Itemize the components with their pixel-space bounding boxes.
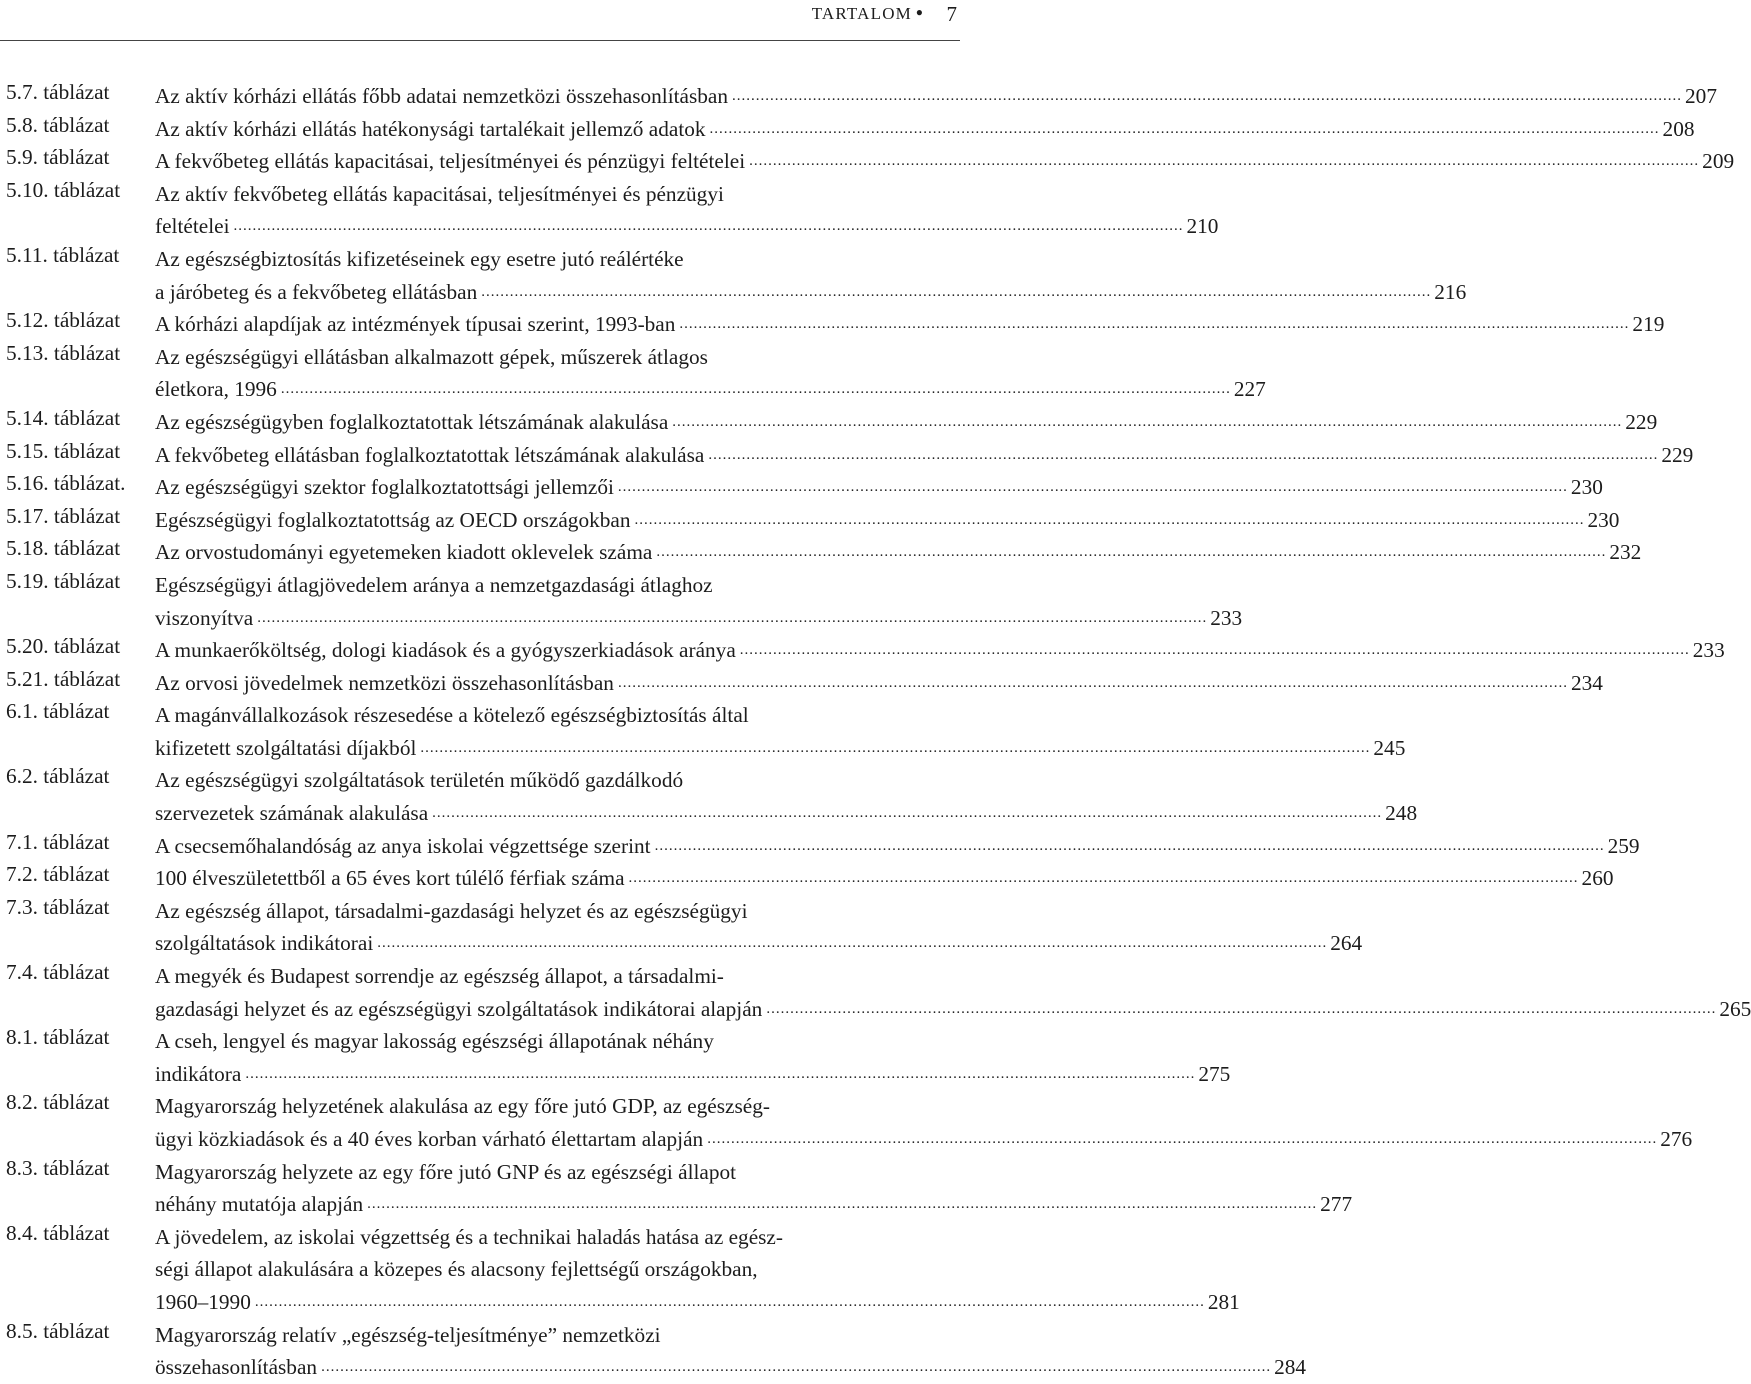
toc-entry-page: 229 (1661, 442, 1694, 467)
toc-entry-title: életkora, 1996 (155, 377, 277, 402)
toc-entry-page: 248 (1385, 801, 1418, 826)
toc-entry-title: A magánvállalkozások részesedése a kötelező egészségbiztosítás által (155, 703, 749, 728)
dot-leader: ........................................................................................................................................................................................................ (709, 120, 1660, 137)
toc-entry[interactable] (6, 340, 1266, 406)
toc-entry-title: indikátora (155, 1061, 242, 1086)
dot-leader: ........................................................................................................................................................................................................ (749, 153, 1700, 170)
toc-entry-title: A kórházi alapdíjak az intézmények típusai szerint, 1993-ban (155, 312, 676, 337)
toc-entry-line (6, 1286, 1240, 1319)
toc-entry-label: 5.19. táblázat (6, 568, 121, 593)
toc-entry[interactable] (6, 1025, 1231, 1090)
dot-leader: ........................................................................................................................................................................................................ (679, 316, 1630, 333)
toc-entry-line (6, 602, 1243, 635)
toc-entry-title: viszonyítva (155, 605, 254, 630)
toc-entry-label: 6.1. táblázat (6, 699, 110, 724)
dot-leader: ........................................................................................................................................................................................................ (481, 283, 1432, 300)
toc-entry-page: 230 (1587, 507, 1620, 532)
toc-entry-label: 5.17. táblázat (6, 503, 121, 528)
toc-entry[interactable] (6, 634, 1725, 667)
dot-leader: ........................................................................................................................................................................................................ (617, 479, 1568, 496)
dot-leader: ........................................................................................................................................................................................................ (420, 739, 1371, 756)
toc-entry-label: 7.2. táblázat (6, 862, 110, 887)
toc-entry-label: 7.1. táblázat (6, 829, 110, 854)
dot-leader: ........................................................................................................................................................................................................ (672, 413, 1623, 430)
toc-entry-page: 265 (1719, 996, 1751, 1021)
dot-leader: ........................................................................................................................................................................................................ (280, 381, 1231, 398)
toc-entry[interactable] (6, 503, 1620, 537)
header-page-number: 7 (946, 2, 957, 26)
toc-entry[interactable] (6, 112, 1695, 146)
toc-entry-page: 207 (1685, 84, 1717, 108)
toc-entry-title: Magyarország relatív „egészség-teljesítménye” nemzetközi (155, 1322, 661, 1347)
dot-leader: ........................................................................................................................................................................................................ (707, 1131, 1658, 1147)
dot-leader: ........................................................................................................................................................................................................ (377, 935, 1328, 952)
toc-entry-page: 260 (1581, 866, 1614, 891)
toc-entry[interactable] (6, 177, 1219, 243)
toc-entry-label: 8.5. táblázat (6, 1318, 110, 1343)
toc-entry-page: 245 (1373, 735, 1406, 760)
toc-entry-label: 5.18. táblázat (6, 536, 121, 561)
toc-entry-title: Egészségügyi átlagjövedelem aránya a nemzetgazdasági átlaghoz (155, 572, 713, 597)
toc-entry-line (6, 210, 1219, 243)
table-of-contents (6, 80, 1751, 1384)
dot-leader: ........................................................................................................................................................................................................ (233, 218, 1184, 235)
dot-leader: ........................................................................................................................................................................................................ (656, 544, 1607, 561)
toc-entry-title: Az aktív kórházi ellátás főbb adatai nemzetközi összehasonlításban (155, 84, 729, 108)
toc-entry-label: 7.3. táblázat (6, 894, 110, 919)
toc-entry[interactable] (6, 666, 1603, 700)
toc-entry[interactable] (6, 1318, 1307, 1384)
toc-entry-page: 216 (1434, 279, 1467, 304)
toc-entry-label: 8.1. táblázat (6, 1025, 110, 1050)
toc-entry[interactable] (6, 471, 1603, 504)
toc-entry-page: 284 (1274, 1355, 1307, 1380)
toc-entry-page: 208 (1662, 116, 1695, 141)
toc-entry-label: 5.13. táblázat (6, 340, 121, 365)
toc-entry-page: 209 (1702, 149, 1735, 174)
dot-leader: ........................................................................................................................................................................................................ (634, 511, 1585, 528)
toc-entry-label: 5.8. táblázat (6, 112, 110, 137)
toc-entry-title: Az egészségügyi szolgáltatások területén működő gazdálkodó (155, 768, 684, 793)
toc-entry-title: A jövedelem, az iskolai végzettség és a technikai haladás hatása az egész- (155, 1224, 783, 1249)
dot-leader: ........................................................................................................................................................................................................ (321, 1359, 1272, 1376)
toc-entry-label: 6.2. táblázat (6, 764, 110, 789)
toc-entry-title: szervezetek számának alakulása (155, 801, 429, 826)
toc-entry-label: 5.12. táblázat (6, 308, 121, 333)
header-bullet-icon: ● (915, 5, 923, 19)
toc-entry[interactable] (6, 145, 1735, 178)
toc-entry[interactable] (6, 1090, 1693, 1155)
toc-entry-title: A cseh, lengyel és magyar lakosság egészségi állapotának néhány (155, 1029, 714, 1054)
toc-entry-title: Az egészség állapot, társadalmi-gazdasági helyzet és az egészségügyi (155, 898, 748, 923)
toc-entry-title: ügyi közkiadások és a 40 éves korban várható élettartam alapján (155, 1127, 704, 1151)
toc-entry-title: A fekvőbeteg ellátás kapacitásai, teljesítményei és pénzügyi feltételei (155, 149, 746, 174)
header-title: TARTALOM (811, 4, 912, 23)
toc-entry-title: A munkaerőköltség, dologi kiadások és a gyógyszerkiadások aránya (155, 638, 736, 663)
toc-entry-line (6, 1123, 1693, 1156)
toc-entry-label: 8.2. táblázat (6, 1090, 110, 1115)
dot-leader: ........................................................................................................................................................................................................ (245, 1065, 1196, 1082)
toc-entry-label: 5.9. táblázat (6, 145, 110, 170)
toc-entry-title: Az orvosi jövedelmek nemzetközi összehasonlításban (155, 670, 614, 695)
toc-entry-page: 219 (1632, 312, 1665, 337)
dot-leader: ........................................................................................................................................................................................................ (367, 1196, 1318, 1213)
toc-entry-title: Egészségügyi foglalkoztatottság az OECD országokban (155, 507, 631, 532)
dot-leader: ........................................................................................................................................................................................................ (432, 805, 1383, 822)
toc-entry-title: 1960–1990 (155, 1289, 251, 1314)
toc-entry-title: összehasonlításban (155, 1355, 318, 1380)
dot-leader: ........................................................................................................................................................................................................ (654, 837, 1605, 854)
toc-entry-page: 259 (1607, 833, 1640, 858)
toc-entry-line (6, 927, 1363, 960)
toc-entry-title: ségi állapot alakulására a közepes és alacsony fejlettségű országokban, (155, 1257, 758, 1282)
toc-entry-page: 229 (1625, 409, 1658, 434)
toc-entry-page: 234 (1570, 670, 1603, 695)
dot-leader: ........................................................................................................................................................................................................ (617, 674, 1568, 691)
toc-entry-page: 210 (1186, 214, 1219, 239)
toc-entry-title: Az orvostudományi egyetemeken kiadott oklevelek száma (155, 540, 653, 565)
toc-entry-line (6, 373, 1266, 406)
toc-entry-title: Magyarország helyzete az egy főre jutó GNP és az egészségi állapot (155, 1159, 737, 1184)
toc-entry-page: 275 (1198, 1061, 1231, 1086)
toc-entry-title: szolgáltatások indikátorai (155, 931, 374, 956)
toc-entry-title: 100 élveszületettből a 65 éves kort túlélő férfiak száma (155, 866, 625, 891)
toc-entry[interactable] (6, 829, 1640, 863)
toc-entry-line (6, 797, 1418, 830)
toc-entry-line (6, 732, 1406, 765)
running-header (0, 0, 960, 41)
toc-entry-label: 5.7. táblázat (6, 80, 110, 104)
dot-leader: ........................................................................................................................................................................................................ (766, 1000, 1717, 1017)
toc-entry-title: gazdasági helyzet és az egészségügyi szolgáltatások indikátorai alapján (155, 996, 763, 1021)
toc-entry-page: 281 (1207, 1289, 1240, 1314)
toc-entry[interactable] (6, 699, 1406, 764)
toc-entry-title: Az egészségügyben foglalkoztatottak létszámának alakulása (155, 409, 669, 434)
toc-entry-title: A fekvőbeteg ellátásban foglalkoztatottak létszámának alakulása (155, 442, 705, 467)
toc-entry[interactable] (6, 1155, 1353, 1221)
dot-leader: ........................................................................................................................................................................................................ (254, 1293, 1205, 1310)
toc-entry-title: A csecsemőhalandóság az anya iskolai végzettsége szerint (155, 833, 651, 858)
toc-entry-label: 5.20. táblázat (6, 634, 121, 659)
toc-entry[interactable] (6, 568, 1243, 634)
toc-entry-title: Az aktív fekvőbeteg ellátás kapacitásai, teljesítményei és pénzügyi (155, 181, 724, 206)
toc-entry[interactable] (6, 764, 1418, 829)
toc-entry-line (6, 993, 1751, 1026)
toc-entry[interactable] (6, 960, 1751, 1025)
toc-entry-label: 8.3. táblázat (6, 1155, 110, 1180)
toc-entry-label: 5.21. táblázat (6, 666, 121, 691)
toc-entry[interactable] (6, 308, 1665, 341)
toc-entry[interactable] (6, 536, 1642, 569)
toc-entry-page: 233 (1210, 605, 1243, 630)
toc-entry-title: Az aktív kórházi ellátás hatékonysági tartalékait jellemző adatok (155, 116, 706, 141)
toc-entry-line (6, 276, 1467, 309)
toc-entry-title: A megyék és Budapest sorrendje az egészség állapot, a társadalmi- (155, 964, 724, 989)
toc-entry[interactable] (6, 438, 1694, 472)
toc-entry-label: 5.11. táblázat (6, 242, 120, 267)
toc-entry-title: Az egészségügyi ellátásban alkalmazott gépek, műszerek átlagos (155, 344, 708, 369)
dot-leader: ........................................................................................................................................................................................................ (708, 446, 1659, 463)
dot-leader: ........................................................................................................................................................................................................ (257, 609, 1208, 626)
toc-entry-line (6, 1058, 1231, 1091)
dot-leader: ........................................................................................................................................................................................................ (628, 870, 1579, 887)
toc-entry-title: Magyarország helyzetének alakulása az egy főre jutó GDP, az egészség- (155, 1094, 770, 1119)
toc-entry-label: 7.4. táblázat (6, 960, 110, 985)
toc-entry[interactable] (6, 80, 1717, 113)
toc-entry-label: 5.15. táblázat (6, 438, 121, 463)
dot-leader: ........................................................................................................................................................................................................ (739, 642, 1690, 659)
toc-entry-line (6, 1188, 1353, 1221)
toc-entry-title: kifizetett szolgáltatási díjakból (155, 735, 417, 760)
toc-entry[interactable] (6, 405, 1658, 439)
toc-entry-title: feltételei (155, 214, 230, 239)
toc-entry-title: Az egészségbiztosítás kifizetéseinek egy esetre jutó reálértéke (155, 246, 684, 271)
toc-entry-page: 277 (1320, 1192, 1353, 1217)
toc-entry-page: 230 (1570, 475, 1603, 500)
toc-entry-label: 5.14. táblázat (6, 405, 121, 430)
toc-entry[interactable] (6, 894, 1363, 960)
toc-entry[interactable] (6, 1220, 1240, 1319)
toc-entry-page: 264 (1330, 931, 1363, 956)
dot-leader: ........................................................................................................................................................................................................ (732, 88, 1683, 104)
toc-entry-label: 8.4. táblázat (6, 1220, 110, 1245)
toc-entry-page: 276 (1660, 1127, 1693, 1151)
toc-entry-title: néhány mutatója alapján (155, 1192, 364, 1217)
toc-entry-label: 5.10. táblázat (6, 177, 121, 202)
toc-entry-line (6, 1351, 1307, 1384)
toc-entry-page: 227 (1233, 377, 1266, 402)
toc-entry-line (6, 1253, 954, 1286)
toc-entry-title: Az egészségügyi szektor foglalkoztatottsági jellemzői (155, 475, 614, 500)
toc-entry-title: a járóbeteg és a fekvőbeteg ellátásban (155, 279, 478, 304)
toc-entry-label: 5.16. táblázat. (6, 471, 126, 496)
toc-entry-page: 233 (1692, 638, 1725, 663)
toc-entry[interactable] (6, 862, 1614, 895)
toc-entry-page: 232 (1609, 540, 1642, 565)
toc-entry[interactable] (6, 242, 1467, 308)
